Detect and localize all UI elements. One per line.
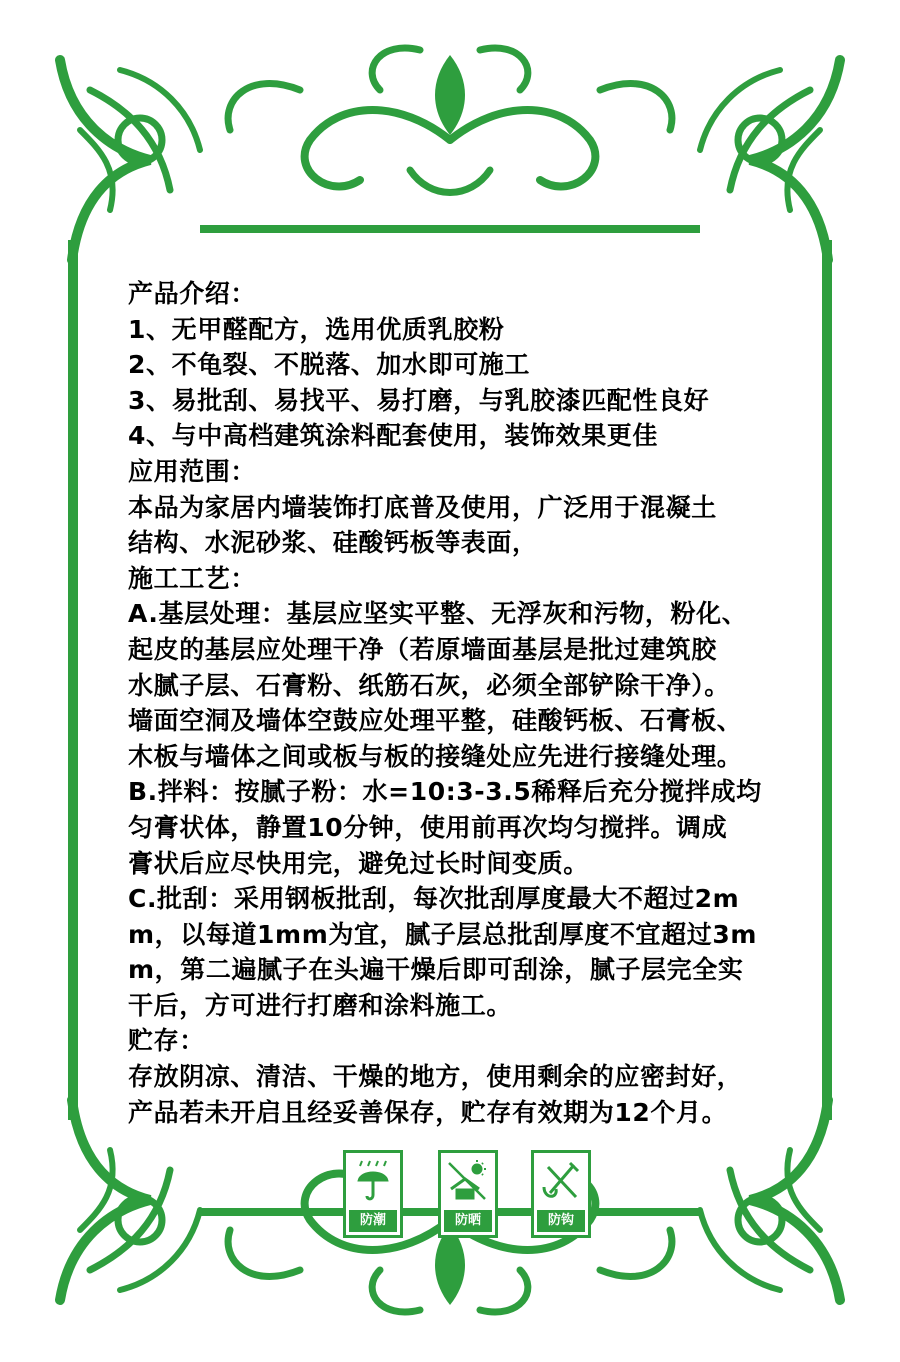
section-heading-process: 施工工艺： xyxy=(128,563,257,593)
text-line: B.拌料：按腻子粉：水=10:3-3.5稀释后充分搅拌成均 xyxy=(128,777,762,807)
moisture-badge xyxy=(343,1150,403,1238)
text-line: 产品若未开启且经妥善保存，贮存有效期为12个月。 xyxy=(128,1097,728,1127)
warning-icons xyxy=(343,1150,613,1246)
text-line: 存放阴凉、清洁、干燥的地方，使用剩余的应密封好， xyxy=(128,1062,743,1092)
moisture-label: 防潮 xyxy=(349,1210,397,1232)
hook-badge xyxy=(531,1150,591,1238)
tools-icon xyxy=(540,1159,582,1203)
content-text xyxy=(128,276,818,1130)
text-line: 木板与墙体之间或板与板的接缝处应先进行接缝处理。 xyxy=(128,741,743,771)
text-line: 干后，方可进行打磨和涂料施工。 xyxy=(128,990,513,1020)
umbrella-rain-icon xyxy=(352,1159,394,1203)
text-line: 1、无甲醛配方，选用优质乳胶粉 xyxy=(128,314,505,344)
text-line: 3、易批刮、易找平、易打磨，与乳胶漆匹配性良好 xyxy=(128,385,710,415)
text-line: 墙面空洞及墙体空鼓应处理平整，硅酸钙板、石膏板、 xyxy=(128,706,743,736)
text-line: 本品为家居内墙装饰打底普及使用，广泛用于混凝土 xyxy=(128,492,717,522)
sun-badge xyxy=(438,1150,498,1238)
section-heading-scope: 应用范围： xyxy=(128,456,257,486)
text-line: m，以每道1mm为宜，腻子层总批刮厚度不宜超过3m xyxy=(128,919,757,949)
text-line: 起皮的基层应处理干净（若原墙面基层是批过建筑胶 xyxy=(128,634,717,664)
text-line: C.批刮：采用钢板批刮，每次批刮厚度最大不超过2m xyxy=(128,884,740,914)
text-line: 匀膏状体，静置10分钟，使用前再次均匀搅拌。调成 xyxy=(128,812,728,842)
text-line: m，第二遍腻子在头遍干燥后即可刮涂，腻子层完全实 xyxy=(128,955,744,985)
section-heading-storage: 贮存： xyxy=(128,1026,205,1056)
hook-label: 防钩 xyxy=(537,1210,585,1232)
sun-label: 防晒 xyxy=(444,1210,492,1232)
text-line: A.基层处理：基层应坚实平整、无浮灰和污物，粉化、 xyxy=(128,599,748,629)
section-heading-intro: 产品介绍： xyxy=(128,279,257,308)
sun-house-icon xyxy=(447,1159,489,1203)
text-line: 结构、水泥砂浆、硅酸钙板等表面， xyxy=(128,528,538,558)
text-line: 膏状后应尽快用完，避免过长时间变质。 xyxy=(128,848,589,878)
text-line: 水腻子层、石膏粉、纸筋石灰，必须全部铲除干净）。 xyxy=(128,670,730,700)
text-line: 4、与中高档建筑涂料配套使用，装饰效果更佳 xyxy=(128,421,658,451)
text-line: 2、不龟裂、不脱落、加水即可施工 xyxy=(128,350,530,380)
